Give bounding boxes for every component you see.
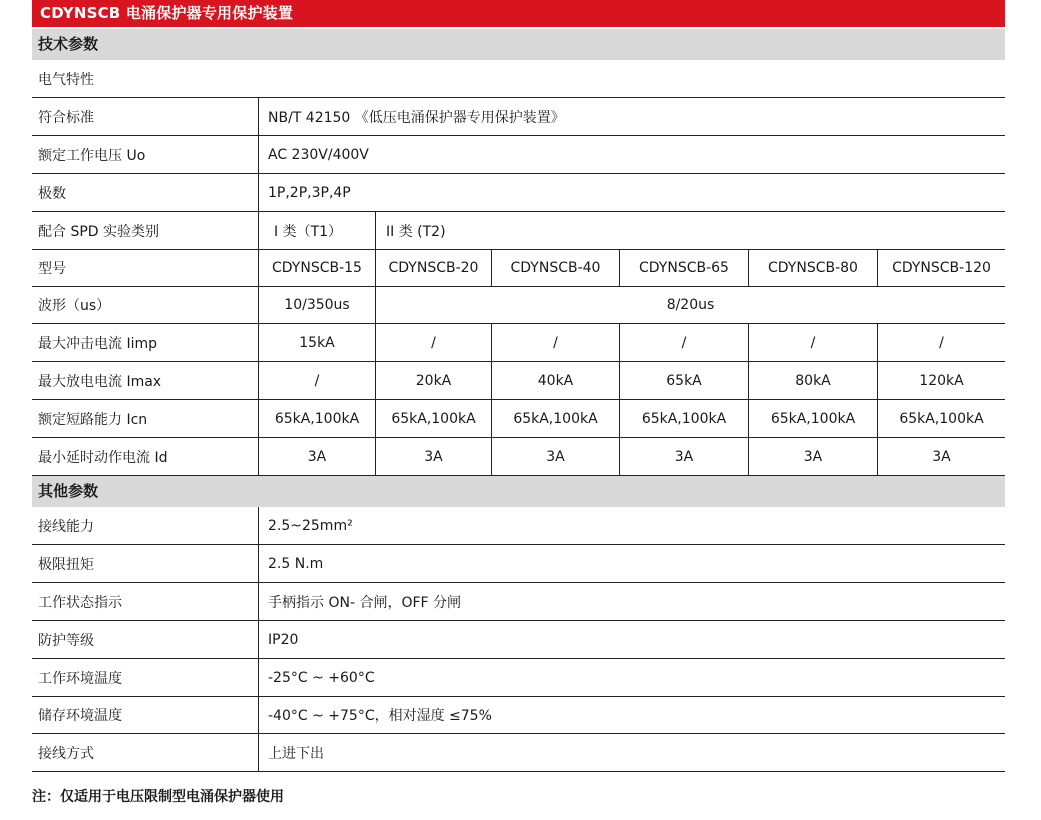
id-cell: 3A — [424, 448, 443, 465]
spd-class-t1: I 类（T1） — [274, 223, 343, 240]
icn-cell: 65kA,100kA — [770, 410, 856, 427]
row-label: 额定工作电压 Uo — [38, 147, 146, 164]
row-icn — [32, 400, 1005, 438]
section-header-tech: 技术参数 — [32, 29, 1005, 60]
row-model — [32, 250, 1005, 287]
row-value: 手柄指示 ON- 合闸，OFF 分闸 — [268, 594, 462, 611]
iimp-cell: 15kA — [299, 334, 335, 351]
imax-cell: / — [314, 372, 320, 389]
row-label: 最大冲击电流 Iimp — [38, 335, 157, 352]
imax-cell: 65kA — [666, 372, 702, 389]
row-label: 额定短路能力 Icn — [38, 411, 148, 428]
row-iimp — [32, 324, 1005, 362]
icn-cell: 65kA,100kA — [641, 410, 727, 427]
row-label: 工作状态指示 — [38, 594, 122, 611]
row-store-temp — [32, 697, 1005, 734]
row-op-temp — [32, 659, 1005, 697]
imax-cell: 40kA — [537, 372, 574, 389]
row-wiring-method — [32, 734, 1005, 772]
row-value: 上进下出 — [268, 745, 324, 762]
row-torque — [32, 545, 1005, 583]
iimp-cell: / — [681, 334, 687, 351]
id-cell: 3A — [546, 448, 565, 465]
row-value: NB/T 42150 《低压电涌保护器专用保护装置》 — [268, 109, 565, 126]
row-value: -25°C ~ +60°C — [268, 669, 375, 686]
id-cell: 3A — [674, 448, 694, 465]
waveform-t2: 8/20us — [666, 297, 715, 313]
iimp-cell: / — [939, 334, 944, 351]
page-title: CDYNSCB 电涌保护器专用保护装置 — [32, 0, 1005, 27]
model-cell: CDYNSCB-40 — [510, 260, 601, 276]
row-id — [32, 438, 1005, 476]
row-label: 极数 — [38, 185, 66, 202]
iimp-cell: / — [810, 334, 816, 351]
row-label: 最大放电电流 Imax — [38, 373, 162, 390]
row-label: 防护等级 — [38, 632, 94, 649]
model-cell: CDYNSCB-120 — [892, 260, 991, 276]
icn-cell: 65kA,100kA — [391, 410, 476, 427]
row-label: 储存环境温度 — [38, 708, 122, 724]
row-value: 2.5 N.m — [268, 555, 324, 572]
row-value: 1P,2P,3P,4P — [268, 184, 351, 201]
imax-cell: 80kA — [795, 372, 831, 389]
row-poles — [32, 174, 1005, 212]
waveform-t1: 10/350us — [284, 297, 350, 313]
row-value: 2.5~25mm² — [268, 517, 353, 534]
icn-cell: 65kA,100kA — [899, 410, 984, 427]
imax-cell: 20kA — [415, 372, 452, 389]
row-voltage — [32, 136, 1005, 174]
row-ip — [32, 621, 1005, 659]
row-label: 符合标准 — [38, 109, 94, 126]
model-cell: CDYNSCB-80 — [768, 260, 858, 276]
row-wiring-capacity — [32, 507, 1005, 545]
id-cell: 3A — [803, 448, 823, 465]
id-cell: 3A — [932, 448, 951, 465]
row-value: -40°C ~ +75°C，相对湿度 ≤75% — [268, 708, 492, 724]
row-standard — [32, 98, 1005, 136]
iimp-cell: / — [431, 334, 436, 351]
row-value: IP20 — [268, 631, 299, 648]
row-label: 工作环境温度 — [38, 670, 122, 687]
row-label: 波形（us） — [38, 298, 111, 314]
row-label: 配合 SPD 实验类别 — [38, 223, 160, 240]
row-label: 型号 — [38, 261, 66, 277]
imax-cell: 120kA — [919, 372, 964, 389]
model-cell: CDYNSCB-15 — [272, 260, 362, 276]
row-label: 极限扭矩 — [38, 556, 94, 573]
row-value: AC 230V/400V — [268, 146, 369, 163]
id-cell: 3A — [307, 448, 327, 465]
iimp-cell: / — [553, 334, 558, 351]
row-waveform — [32, 287, 1005, 324]
row-label: 接线能力 — [38, 518, 94, 535]
row-label: 最小延时动作电流 Id — [38, 449, 168, 466]
icn-cell: 65kA,100kA — [513, 410, 598, 427]
row-indicator — [32, 583, 1005, 621]
model-cell: CDYNSCB-65 — [639, 260, 729, 276]
footnote: 注：仅适用于电压限制型电涌保护器使用 — [32, 789, 284, 805]
spd-class-t2: II 类 (T2) — [386, 223, 446, 240]
subsection-electrical — [32, 60, 1005, 98]
row-label: 接线方式 — [38, 745, 94, 762]
subsection-label: 电气特性 — [38, 71, 94, 88]
row-imax — [32, 362, 1005, 400]
icn-cell: 65kA,100kA — [274, 410, 360, 427]
model-cell: CDYNSCB-20 — [388, 260, 479, 276]
section-header-other: 其他参数 — [32, 476, 1005, 507]
row-spd-class — [32, 212, 1005, 250]
